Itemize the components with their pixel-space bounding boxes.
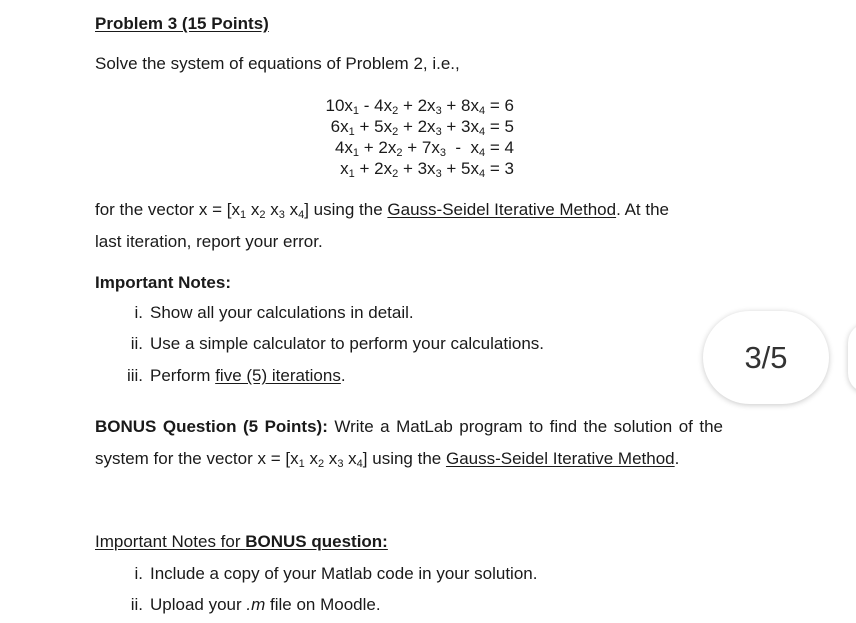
equation-2: $6x_1 + 5x_2 + 2x_3 + 3x_4 = 5$ xyxy=(330,117,514,138)
method-name: Gauss-Seidel Iterative Method xyxy=(387,200,617,219)
problem-intro: Solve the system of equations of Problem 2, i.e., xyxy=(95,54,460,73)
equation-4: $x_1 + 2x_2 + 3x_3 + 5x_4 = 3$ xyxy=(340,159,514,180)
list-item-number: i. xyxy=(134,303,143,322)
page-indicator: 3/5 xyxy=(703,311,829,404)
important-notes-heading: Important Notes: xyxy=(95,273,231,292)
list-item-number: ii. xyxy=(130,595,143,614)
equation-3: $4x_1 + 2x_2 + 7x_3 - x_4 = 4$ xyxy=(334,138,514,159)
method-name: Gauss-Seidel Iterative Method xyxy=(445,448,675,468)
vector-description: for the vector $x = [x_1$ $x_2$ $x_3$ $x_4$] using the Gauss-Seidel Iterative Method. At the xyxy=(95,200,670,221)
list-item: Upload your .m file on Moodle. xyxy=(150,595,381,614)
bonus-label: BONUS Question (5 Points): xyxy=(95,417,328,436)
list-item: Include a copy of your Matlab code in your solution. xyxy=(150,564,538,583)
bonus-question: BONUS Question (5 Points): Write a MatLab program to find the solution of the system for the vector $x = [x_1$ $x_2$ $x_3$ $x_4$] using the Gauss-Seidel Iterative Method. xyxy=(95,417,723,470)
list-item: Perform five (5) iterations. xyxy=(150,366,346,385)
side-navigation-handle[interactable] xyxy=(848,323,856,393)
list-item: Use a simple calculator to perform your calculations. xyxy=(150,334,544,353)
list-item-number: iii. xyxy=(126,366,143,385)
list-item-number: ii. xyxy=(130,334,143,353)
bonus-notes-heading: Important Notes for BONUS question: xyxy=(95,532,388,551)
list-item: Show all your calculations in detail. xyxy=(150,303,414,322)
error-instruction: last iteration, report your error. xyxy=(95,232,323,251)
equation-1: $10x_1 - 4x_2 + 2x_3 + 8x_4 = 6$ xyxy=(325,96,514,117)
list-item-number: i. xyxy=(134,564,143,583)
problem-title: Problem 3 (15 Points) xyxy=(95,14,269,33)
